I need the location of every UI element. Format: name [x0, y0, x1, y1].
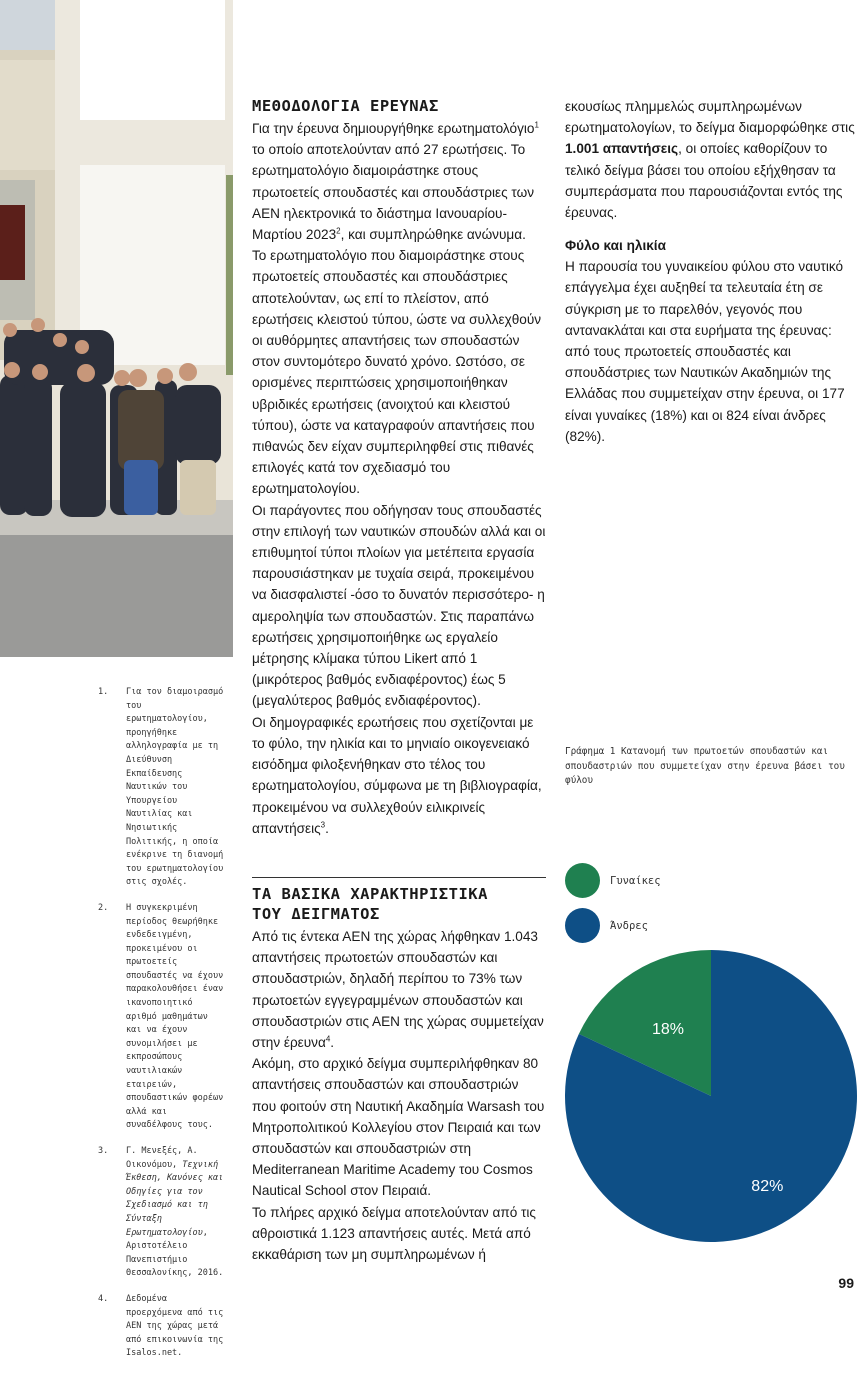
- subsection-title: Φύλο και ηλικία: [565, 238, 666, 254]
- pie-chart: [564, 949, 858, 1243]
- legend-item-women: [565, 863, 661, 898]
- page-number: 99: [838, 1275, 854, 1291]
- column-sample: [252, 884, 546, 1265]
- footnotes: [98, 686, 228, 1373]
- footnote: 4. Δεδομένα προερχόμενα από τις ΑΕΝ της χώρας μετά από επικοινωνία της Isalos.net.: [98, 1293, 224, 1359]
- footnote: 3. Γ. Μενεξές, Α. Οικονόμου, Τεχνική Έκθεση, Κανόνες και Οδηγίες για τον Σχεδιασμό και τη Σύνταξη Ερωτηματολογίου, Αριστοτέλειο Πανεπιστήμιο Θεσσαλονίκης, 2016.: [98, 1146, 224, 1279]
- paragraph: Για την έρευνα δημιουργήθηκε ερωτηματολόγιο$^1$ το οποίο αποτελούνταν από 27 ερωτήσεις. Το ερωτηματολόγιο διαμοιράστηκε στους πρωτοετείς σπουδαστές και σπουδάστριες των ΑΕΝ ηλεκτρονικά το διάστημα Ιανουαρίου-Μαρτίου 2023$^2$, και συμπληρώθηκε ανώνυμα.: [252, 120, 539, 243]
- section-title-sample: ΤΑ ΒΑΣΙΚΑ ΧΑΡΑΚΤΗΡΙΣΤΙΚΑ ΤΟΥ ΔΕΙΓΜΑΤΟΣ: [252, 885, 488, 923]
- legend-swatch-men: [565, 908, 600, 943]
- column-methodology: [252, 96, 546, 839]
- section-title-methodology: ΜΕΘΟΔΟΛΟΓΙΑ ΕΡΕΥΝΑΣ: [252, 97, 439, 115]
- paragraph: Οι παράγοντες που οδήγησαν τους σπουδαστές στην επιλογή των ναυτικών σπουδών αλλά και οι επιθυμητοί τύποι πλοίων για μετέπειτα εργασία παρουσιάστηκαν με τυχαία σειρά, προκειμένου να διασφαλιστεί -όσο το δυνατόν περισσότερο- η αμεροληψία των σπουδαστών. Στις παραπάνω ερωτήσεις χρησιμοποιήθηκε ως εργαλείο μέτρησης κλίμακα τύπου Likert από 1 (μικρότερος βαθμός ενδιαφέροντος) έως 5 (μεγαλύτερος βαθμός ενδιαφέροντος).: [252, 502, 546, 709]
- paragraph: εκουσίως πλημμελώς συμπληρωμένων ερωτηματολογίων, το δείγμα διαμορφώθηκε στις 1.001 απαντήσεις, οι οποίες καθορίζουν το τελικό δείγμα βάσει του οποίου εξήχθησαν τα συμπεράσματα που παρουσιάζονται εντός της έρευνας.: [565, 99, 855, 221]
- pie-data-label: 82%: [751, 1177, 784, 1195]
- column-results: [565, 96, 858, 447]
- footnote: 1. Για τον διαμοιρασμό του ερωτηματολογίου, προηγήθηκε αλληλογραφία με τη Διεύθυνση Εκπαίδευσης Ναυτικών του Υπουργείου Ναυτιλίας και Νησιωτικής Πολιτικής, η οποία ενέκρινε τη διανομή του ερωτηματολογίου στις σχολές.: [98, 687, 224, 888]
- pie-data-label: 18%: [651, 1021, 684, 1039]
- paragraph: Η παρουσία του γυναικείου φύλου στο ναυτικό επάγγελμα έχει αυξηθεί τα τελευταία έτη σε σύγκριση με το παρελθόν, γεγονός που αντανακλάται και στα ευρήματα της έρευνας: από τους πρωτοετείς σπουδαστές και σπουδάστριες των Ναυτικών Ακαδημιών της Ελλάδας που συμμετείχαν στην έρευνα, οι 177 είναι γυναίκες (18%) και οι 824 είναι άνδρες (82%).: [565, 259, 845, 444]
- paragraph: Το ερωτηματολόγιο που διαμοιράστηκε στους πρωτοετείς σπουδαστές και σπουδάστριες αποτελούνταν, ως επί το πλείστον, από ερωτήσεις κλειστού τύπου, ώστε να συλλεχθούν οι αυθόρμητες απαντήσεις των σπουδαστών στον συντομότερο δυνατό χρόνο. Ωστόσο, σε ορισμένες περιπτώσεις χρησιμοποιήθηκαν υβριδικές ερωτήσεις (ανοιχτού και κλειστού τύπου), ώστε να καταγραφούν απαντήσεις που πιθανώς δεν είχαν συμπεριληφθεί στις πιθανές επιλογές κατά τον σχεδιασμό του ερωτηματολογίου.: [252, 248, 542, 497]
- figure-caption: Γράφημα 1 Κατανομή των πρωτοετών σπουδαστών και σπουδαστριών που συμμετείχαν στην έρευνα βάσει του φύλου: [565, 746, 845, 786]
- group-photo: [0, 0, 233, 657]
- paragraph: Από τις έντεκα ΑΕΝ της χώρας λήφθηκαν 1.043 απαντήσεις πρωτοετών σπουδαστών και σπουδαστριών, δηλαδή περίπου το 73% των πρωτοετών εγγεγραμμένων σπουδαστών και σπουδαστριών στις ΑΕΝ της χώρας συμμετείχαν στην έρευνα$^4$.: [252, 929, 544, 1051]
- legend-label: Άνδρες: [610, 919, 648, 932]
- footnote: 2. Η συγκεκριμένη περίοδος θεωρήθηκε ενδεδειγμένη, προκειμένου οι πρωτοετείς σπουδαστές να έχουν παρακολουθήσει έναν ικανοποιητικό αριθμό μαθημάτων και να έχουν συνομιλήσει με εκπροσώπους ναυτιλιακών εταιρειών, σπουδαστικών φορέων αλλά και συναδέλφους τους.: [98, 902, 224, 1131]
- footnote-ref[interactable]: 4: [325, 1034, 331, 1044]
- legend-swatch-women: [565, 863, 600, 898]
- paragraph: Οι δημογραφικές ερωτήσεις που σχετίζονται με το φύλο, την ηλικία και το μηνιαίο οικογενειακό εισόδημα φιλοξενήθηκαν στο τέλος του ερωτηματολογίου, σύμφωνα με τη βιβλιογραφία, προκειμένου να συλλεχθούν ειλικρινείς απαντήσεις$^3$.: [252, 714, 542, 836]
- legend-item-men: [565, 908, 648, 943]
- footnote-ref[interactable]: 1: [534, 120, 539, 130]
- section-divider: [252, 877, 546, 878]
- paragraph: Ακόμη, στο αρχικό δείγμα συμπεριλήφθηκαν 80 απαντήσεις σπουδαστών και σπουδαστριών που φοιτούν στη Ναυτική Ακαδημία Warsash του Μητροπολιτικού Κολλεγίου στον Πειραιά και των σπουδαστών και σπουδαστριών στη Mediterranean Maritime Academy του Cosmos Nautical School στον Πειραιά.: [252, 1056, 545, 1199]
- footnote-ref[interactable]: 2: [336, 226, 341, 236]
- legend-label: Γυναίκες: [610, 874, 661, 887]
- footnote-ref[interactable]: 3: [320, 820, 326, 830]
- paragraph: Το πλήρες αρχικό δείγμα αποτελούνταν από τις αθροιστικά 1.123 απαντήσεις αυτές. Μετά από εκκαθάριση των μη συμπληρωμένων ή: [252, 1204, 536, 1263]
